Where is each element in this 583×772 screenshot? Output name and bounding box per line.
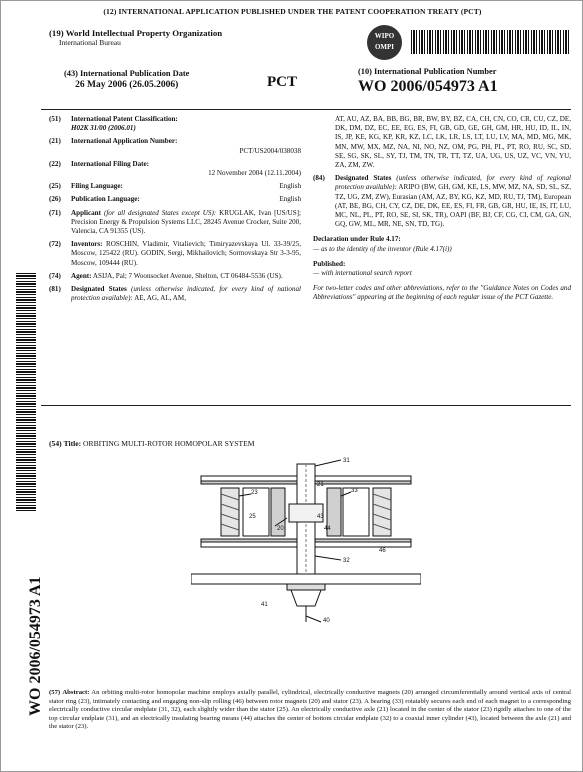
- figure-label: 43: [317, 514, 324, 520]
- publication-date-block: [64, 69, 189, 90]
- side-barcode-icon: [16, 271, 36, 511]
- figure-label: 32: [343, 558, 350, 564]
- figure-label: 40: [323, 618, 330, 624]
- right-column: [313, 115, 571, 303]
- figure-label: 31: [343, 458, 350, 464]
- field-84-designated-states: (84) Designated States (unless otherwise indicated, for every kind of regional protection available): ARIPO (BW, GH, GM, KE, LS, MW, MZ, NA, SD, SL, SZ, TZ, UG, ZM, ZW), Eurasian (AM, AZ, BY, KG, KZ, MD, RU, TJ, TM), European (AT, BE, BG, CH, CY, CZ, DE, DK, EE, ES, FI, FR, GB, GR, HU, IE, IS, IT, LU, MC, NL, PL, PT, RO, SE, SI, SK, TR), OAPI (BF, BJ, CF, CG, CI, CM, GA, GN, GQ, GW, ML, MR, NE, SN, TD, TG).: [313, 174, 572, 229]
- figure-label: 46: [379, 548, 386, 554]
- pubdate-code: (43): [64, 69, 78, 78]
- field-21: (21) International Application Number: PCT/US2004/038038: [49, 137, 301, 155]
- patent-drawing: [191, 456, 421, 631]
- homopolar-machine-figure: [191, 456, 421, 626]
- org-code: (19): [49, 28, 64, 38]
- field-74-agent: (74) Agent: ASIJA, Pal; 7 Woonsocket Avenue, Shelton, CT 06484-5536 (US).: [49, 271, 283, 280]
- org-sub: International Bureau: [59, 38, 121, 47]
- wipo-seal-icon: WIPO OMPI: [367, 25, 402, 60]
- title-block: (54) Title: ORBITING MULTI-ROTOR HOMOPOLAR SYSTEM: [49, 439, 255, 448]
- figure-label: 33: [351, 488, 358, 494]
- divider: [41, 109, 571, 110]
- field-22: (22) International Filing Date: 12 November 2004 (12.11.2004): [49, 159, 301, 178]
- left-column: [49, 115, 301, 307]
- figure-label: 23: [251, 490, 258, 496]
- field-72-inventors: (72) Inventors: ROSCHIN, Vladimir, Vitalievich; Timiryazevskaya Ul. 33-39/25, Moscow, 125422 (RU). GODIN, Sergi, Mikhailovich; Sormovskaya Str 3-3-95, Moscow, 109444 (RU).: [49, 240, 301, 267]
- pubdate-label: International Publication Date: [80, 69, 190, 78]
- figure-label: 44: [324, 526, 331, 532]
- figure-label: 41: [261, 602, 268, 608]
- states-continued: AT, AU, AZ, BA, BB, BG, BR, BW, BY, BZ, CA, CH, CN, CO, CR, CU, CZ, DE, DK, DM, DZ, EC, EE, EG, ES, FI, GB, GD, GE, GH, GM, HR, HU, ID, IL, IN, IS, JP, KE, KG, KP, KR, KZ, LC, LK, LR, LS, LT, LU, LV, MA, MD, MG, MK, MN, MW, MX, MZ, NA, NI, NO, NZ, OM, PG, PH, PL, PT, RO, RU, SC, SD, SE, SG, SK, SL, SY, TJ, TM, TN, TR, TT, TZ, UA, UG, US, UZ, VC, VN, YU, ZA, ZM, ZW.: [335, 115, 571, 170]
- figure-label: 20: [277, 526, 284, 532]
- figure-label: 25: [249, 514, 256, 520]
- field-51: (51) International Patent Classification: H02K 31/00 (2006.01): [49, 115, 178, 133]
- pct-label: PCT: [267, 74, 297, 90]
- guidance-note: For two-letter codes and other abbreviations, refer to the "Guidance Notes on Codes and Abbreviations" appearing at the beginning of each regular issue of the PCT Gazette.: [313, 284, 571, 302]
- pubdate-value: 26 May 2006 (26.05.2006): [75, 80, 179, 90]
- pubnum-value: WO 2006/054973 A1: [358, 78, 498, 95]
- field-25: (25) Filing Language: English: [49, 182, 301, 191]
- field-26: (26) Publication Language: English: [49, 195, 301, 204]
- pubnum-code: (10): [358, 67, 372, 76]
- published-block: Published: — with international search report: [313, 259, 412, 278]
- abstract-block: (57) Abstract: An orbiting multi-rotor homopolar machine employs axially parallel, cylindrical, electrically conductive magnets (20) arranged circumferentially around vertical axis of central stator ring (23), intimately contacting and engaging non-slip rolling (46) between rotor magnets (20) and stator (23). A bearing (33) rotatably secures each end of each magnet to a corresponding electrically conductive circular endplate (31, 32), each slightly wider than the stator (25). An electrically conductive axle (21) located in the center of the stator (23) rigidly attaches to one of the top circular endplate (31), and an electrically insulating bearing means (44) attaches the center of bottom circular endplate (32) to a coaxial inner cylinder (43), located between the axle (21) and the stator (23).: [49, 689, 572, 731]
- treaty-header: (12) INTERNATIONAL APPLICATION PUBLISHED UNDER THE PATENT COOPERATION TREATY (PCT): [103, 7, 482, 16]
- field-81-designated-states: (81) Designated States (unless otherwise indicated, for every kind of national protection available): AE, AG, AL, AM,: [49, 285, 301, 303]
- organization-block: [49, 28, 222, 47]
- pubnum-label: International Publication Number: [374, 67, 497, 76]
- side-publication-number: WO 2006/054973 A1: [27, 576, 44, 716]
- publication-number-block: [358, 67, 498, 96]
- barcode-icon: [411, 30, 569, 54]
- org-name: World Intellectual Property Organization: [65, 28, 223, 38]
- figure-label: 21: [317, 482, 324, 488]
- field-71-applicant: (71) Applicant (for all designated States except US): KRUGLAK, Ivan [US/US]; Precision Energy & Propulsion Systems LLC, 28245 Avenue Crocker, Suite 200, Valencia, CA 91355 (US).: [49, 208, 301, 236]
- declaration-block: Declaration under Rule 4.17: — as to the identity of the inventor (Rule 4.17(i)): [313, 235, 452, 253]
- divider: [41, 405, 571, 406]
